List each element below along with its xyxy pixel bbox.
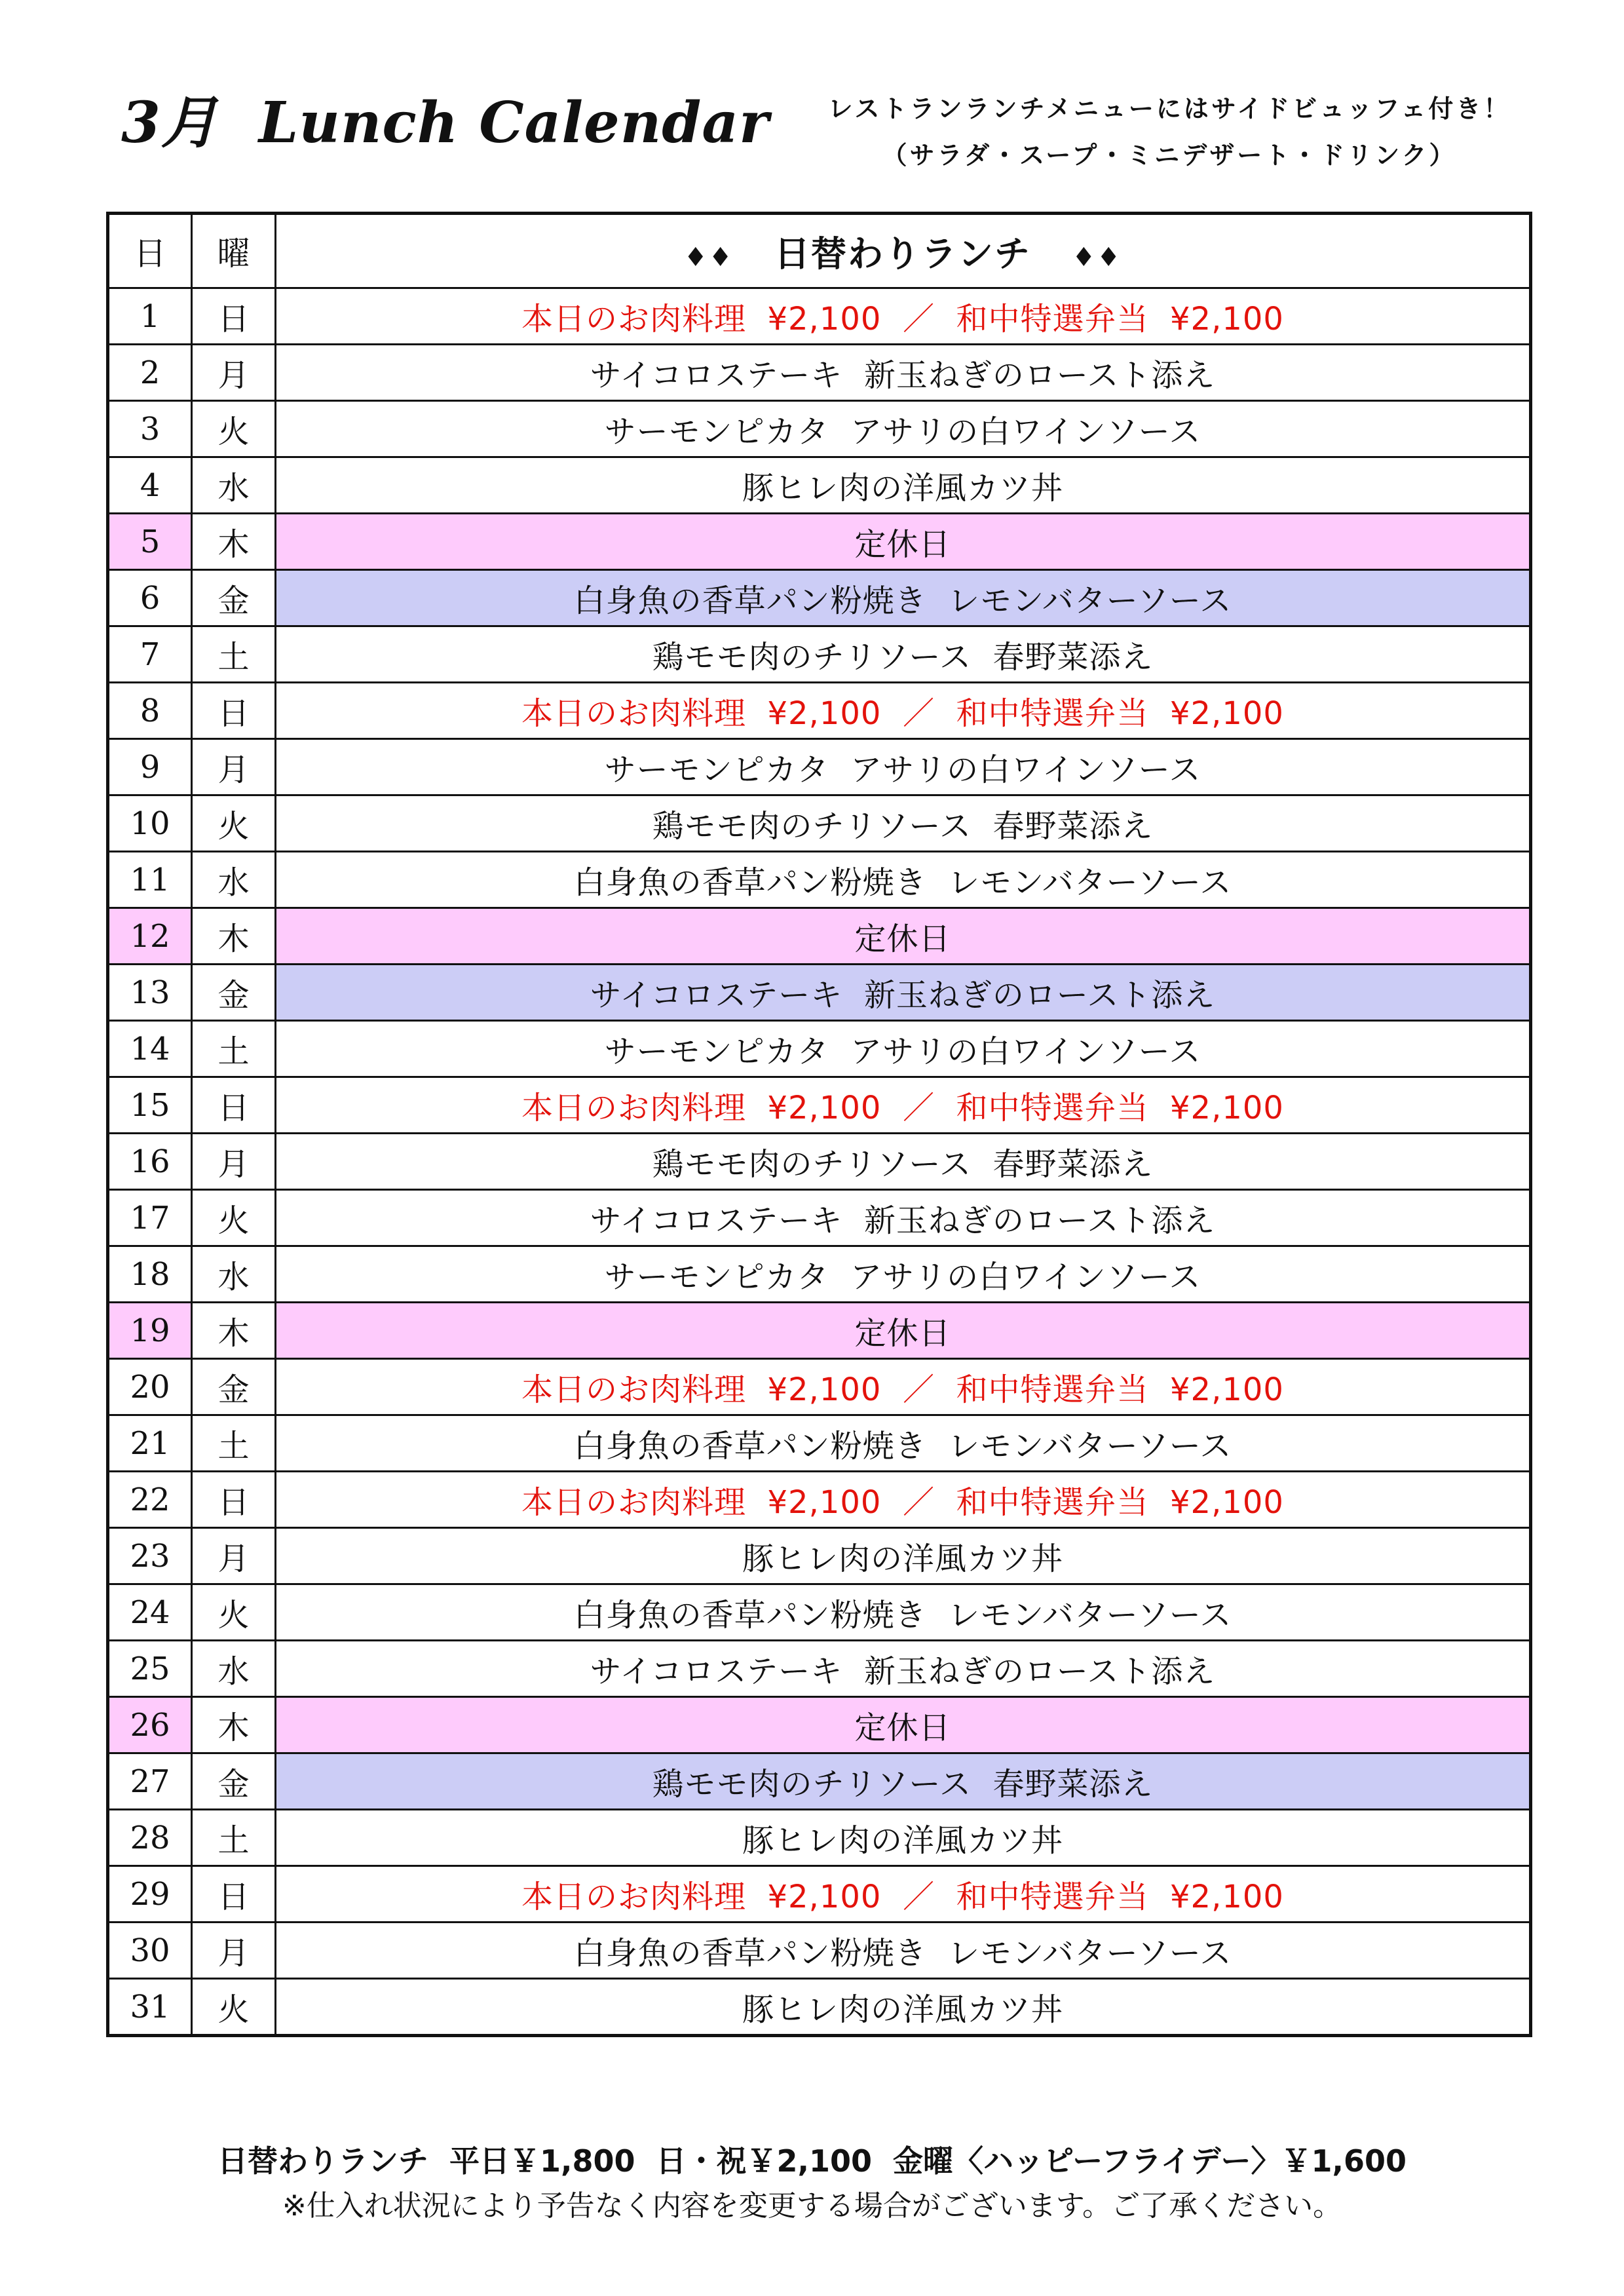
weekday-cell: 水 xyxy=(192,1246,276,1303)
day-cell: 2 xyxy=(108,345,192,401)
day-cell: 26 xyxy=(108,1697,192,1753)
menu-cell: 白身魚の香草パン粉焼き レモンバターソース xyxy=(276,570,1531,626)
table-row xyxy=(108,1697,1531,1753)
table-row xyxy=(108,1134,1531,1190)
day-cell: 5 xyxy=(108,514,192,570)
table-row xyxy=(108,1246,1531,1303)
table-row xyxy=(108,514,1531,570)
menu-cell: サーモンピカタ アサリの白ワインソース xyxy=(276,1021,1531,1077)
menu-cell: 本日のお肉料理 ¥2,100 ／ 和中特選弁当 ¥2,100 xyxy=(276,1077,1531,1134)
menu-cell: 豚ヒレ肉の洋風カツ丼 xyxy=(276,1979,1531,2036)
weekday-cell: 日 xyxy=(192,1077,276,1134)
price-summary: 日替わりランチ 平日￥1,800 日・祝￥2,100 金曜〈ハッピーフライデー〉￥1,600 xyxy=(217,2143,1407,2179)
day-cell: 9 xyxy=(108,739,192,795)
menu-cell: 定休日 xyxy=(276,1303,1531,1359)
buffet-note: レストランランチメニューにはサイドビュッフェ付き！ xyxy=(827,94,1511,123)
day-cell: 23 xyxy=(108,1528,192,1584)
weekday-cell: 土 xyxy=(192,1021,276,1077)
table-row xyxy=(108,626,1531,683)
menu-cell: サーモンピカタ アサリの白ワインソース xyxy=(276,739,1531,795)
table-row xyxy=(108,1584,1531,1641)
menu-cell: サーモンピカタ アサリの白ワインソース xyxy=(276,1246,1531,1303)
table-row xyxy=(108,1753,1531,1810)
weekday-cell: 月 xyxy=(192,1528,276,1584)
weekday-cell: 金 xyxy=(192,570,276,626)
day-cell: 8 xyxy=(108,683,192,739)
weekday-cell: 日 xyxy=(192,1472,276,1528)
table-row xyxy=(108,1528,1531,1584)
weekday-cell: 木 xyxy=(192,514,276,570)
day-cell: 13 xyxy=(108,965,192,1021)
table-header-row xyxy=(108,214,1531,288)
day-cell: 28 xyxy=(108,1810,192,1866)
weekday-cell: 金 xyxy=(192,1753,276,1810)
day-cell: 30 xyxy=(108,1923,192,1979)
menu-cell: 本日のお肉料理 ¥2,100 ／ 和中特選弁当 ¥2,100 xyxy=(276,1359,1531,1415)
table-row xyxy=(108,1923,1531,1979)
weekday-cell: 火 xyxy=(192,1190,276,1246)
menu-cell: 鶏モモ肉のチリソース 春野菜添え xyxy=(276,626,1531,683)
weekday-cell: 水 xyxy=(192,1641,276,1697)
menu-cell: 鶏モモ肉のチリソース 春野菜添え xyxy=(276,1753,1531,1810)
day-cell: 1 xyxy=(108,288,192,345)
day-cell: 7 xyxy=(108,626,192,683)
day-cell: 22 xyxy=(108,1472,192,1528)
weekday-cell: 日 xyxy=(192,288,276,345)
day-cell: 10 xyxy=(108,795,192,852)
table-row xyxy=(108,1303,1531,1359)
weekday-cell: 木 xyxy=(192,908,276,965)
menu-cell: 定休日 xyxy=(276,514,1531,570)
table-row xyxy=(108,401,1531,457)
weekday-cell: 火 xyxy=(192,401,276,457)
col-header-day: 日 xyxy=(108,214,192,288)
calendar-title: Lunch Calendar xyxy=(258,90,770,156)
weekday-cell: 金 xyxy=(192,1359,276,1415)
menu-cell: サイコロステーキ 新玉ねぎのロースト添え xyxy=(276,965,1531,1021)
weekday-cell: 火 xyxy=(192,795,276,852)
weekday-cell: 木 xyxy=(192,1697,276,1753)
weekday-cell: 火 xyxy=(192,1979,276,2036)
weekday-cell: 木 xyxy=(192,1303,276,1359)
col-header-menu xyxy=(276,214,1531,288)
table-row xyxy=(108,288,1531,345)
table-row xyxy=(108,965,1531,1021)
table-row xyxy=(108,1359,1531,1415)
menu-cell: 白身魚の香草パン粉焼き レモンバターソース xyxy=(276,1923,1531,1979)
table-row xyxy=(108,795,1531,852)
menu-cell: 豚ヒレ肉の洋風カツ丼 xyxy=(276,457,1531,514)
menu-cell: 本日のお肉料理 ¥2,100 ／ 和中特選弁当 ¥2,100 xyxy=(276,1866,1531,1923)
weekday-cell: 水 xyxy=(192,852,276,908)
col-header-menu-label: 日替わりランチ xyxy=(774,233,1031,275)
day-cell: 24 xyxy=(108,1584,192,1641)
weekday-cell: 土 xyxy=(192,626,276,683)
menu-cell: 定休日 xyxy=(276,908,1531,965)
table-row xyxy=(108,739,1531,795)
menu-cell: 定休日 xyxy=(276,1697,1531,1753)
day-cell: 21 xyxy=(108,1415,192,1472)
menu-cell: サイコロステーキ 新玉ねぎのロースト添え xyxy=(276,1641,1531,1697)
table-row xyxy=(108,1190,1531,1246)
day-cell: 15 xyxy=(108,1077,192,1134)
day-cell: 11 xyxy=(108,852,192,908)
table-row xyxy=(108,1979,1531,2036)
menu-cell: 豚ヒレ肉の洋風カツ丼 xyxy=(276,1528,1531,1584)
day-cell: 16 xyxy=(108,1134,192,1190)
day-cell: 17 xyxy=(108,1190,192,1246)
menu-cell: 白身魚の香草パン粉焼き レモンバターソース xyxy=(276,852,1531,908)
weekday-cell: 水 xyxy=(192,457,276,514)
day-cell: 20 xyxy=(108,1359,192,1415)
menu-cell: 豚ヒレ肉の洋風カツ丼 xyxy=(276,1810,1531,1866)
menu-cell: 本日のお肉料理 ¥2,100 ／ 和中特選弁当 ¥2,100 xyxy=(276,1472,1531,1528)
menu-cell: サーモンピカタ アサリの白ワインソース xyxy=(276,401,1531,457)
lunch-calendar-table xyxy=(106,212,1532,2037)
day-cell: 6 xyxy=(108,570,192,626)
table-row xyxy=(108,1021,1531,1077)
weekday-cell: 月 xyxy=(192,739,276,795)
table-row xyxy=(108,908,1531,965)
table-row xyxy=(108,683,1531,739)
diamond-icon: ♦♦ xyxy=(683,242,734,273)
col-header-weekday: 曜 xyxy=(192,214,276,288)
table-row xyxy=(108,1472,1531,1528)
day-cell: 19 xyxy=(108,1303,192,1359)
day-cell: 27 xyxy=(108,1753,192,1810)
weekday-cell: 土 xyxy=(192,1810,276,1866)
menu-cell: 白身魚の香草パン粉焼き レモンバターソース xyxy=(276,1584,1531,1641)
table-row xyxy=(108,1641,1531,1697)
diamond-icon: ♦♦ xyxy=(1072,242,1122,273)
menu-cell: 本日のお肉料理 ¥2,100 ／ 和中特選弁当 ¥2,100 xyxy=(276,683,1531,739)
day-cell: 14 xyxy=(108,1021,192,1077)
day-cell: 3 xyxy=(108,401,192,457)
weekday-cell: 日 xyxy=(192,683,276,739)
day-cell: 12 xyxy=(108,908,192,965)
menu-cell: 鶏モモ肉のチリソース 春野菜添え xyxy=(276,1134,1531,1190)
weekday-cell: 月 xyxy=(192,1923,276,1979)
menu-cell: 鶏モモ肉のチリソース 春野菜添え xyxy=(276,795,1531,852)
day-cell: 25 xyxy=(108,1641,192,1697)
table-row xyxy=(108,852,1531,908)
weekday-cell: 金 xyxy=(192,965,276,1021)
weekday-cell: 日 xyxy=(192,1866,276,1923)
table-row xyxy=(108,1415,1531,1472)
menu-cell: 本日のお肉料理 ¥2,100 ／ 和中特選弁当 ¥2,100 xyxy=(276,288,1531,345)
day-cell: 18 xyxy=(108,1246,192,1303)
buffet-items-note: （サラダ・スープ・ミニデザート・ドリンク） xyxy=(882,141,1457,170)
disclaimer: ※仕入れ状況により予告なく内容を変更する場合がございます。ご了承ください。 xyxy=(282,2189,1342,2223)
table-row xyxy=(108,457,1531,514)
weekday-cell: 月 xyxy=(192,345,276,401)
menu-cell: 白身魚の香草パン粉焼き レモンバターソース xyxy=(276,1415,1531,1472)
page-title xyxy=(121,77,769,159)
menu-cell: サイコロステーキ 新玉ねぎのロースト添え xyxy=(276,1190,1531,1246)
day-cell: 29 xyxy=(108,1866,192,1923)
table-row xyxy=(108,1866,1531,1923)
table-row xyxy=(108,1077,1531,1134)
day-cell: 31 xyxy=(108,1979,192,2036)
table-row xyxy=(108,1810,1531,1866)
weekday-cell: 火 xyxy=(192,1584,276,1641)
day-cell: 4 xyxy=(108,457,192,514)
month-label: 3月 xyxy=(121,90,218,156)
weekday-cell: 月 xyxy=(192,1134,276,1190)
weekday-cell: 土 xyxy=(192,1415,276,1472)
table-row xyxy=(108,570,1531,626)
menu-cell: サイコロステーキ 新玉ねぎのロースト添え xyxy=(276,345,1531,401)
table-row xyxy=(108,345,1531,401)
